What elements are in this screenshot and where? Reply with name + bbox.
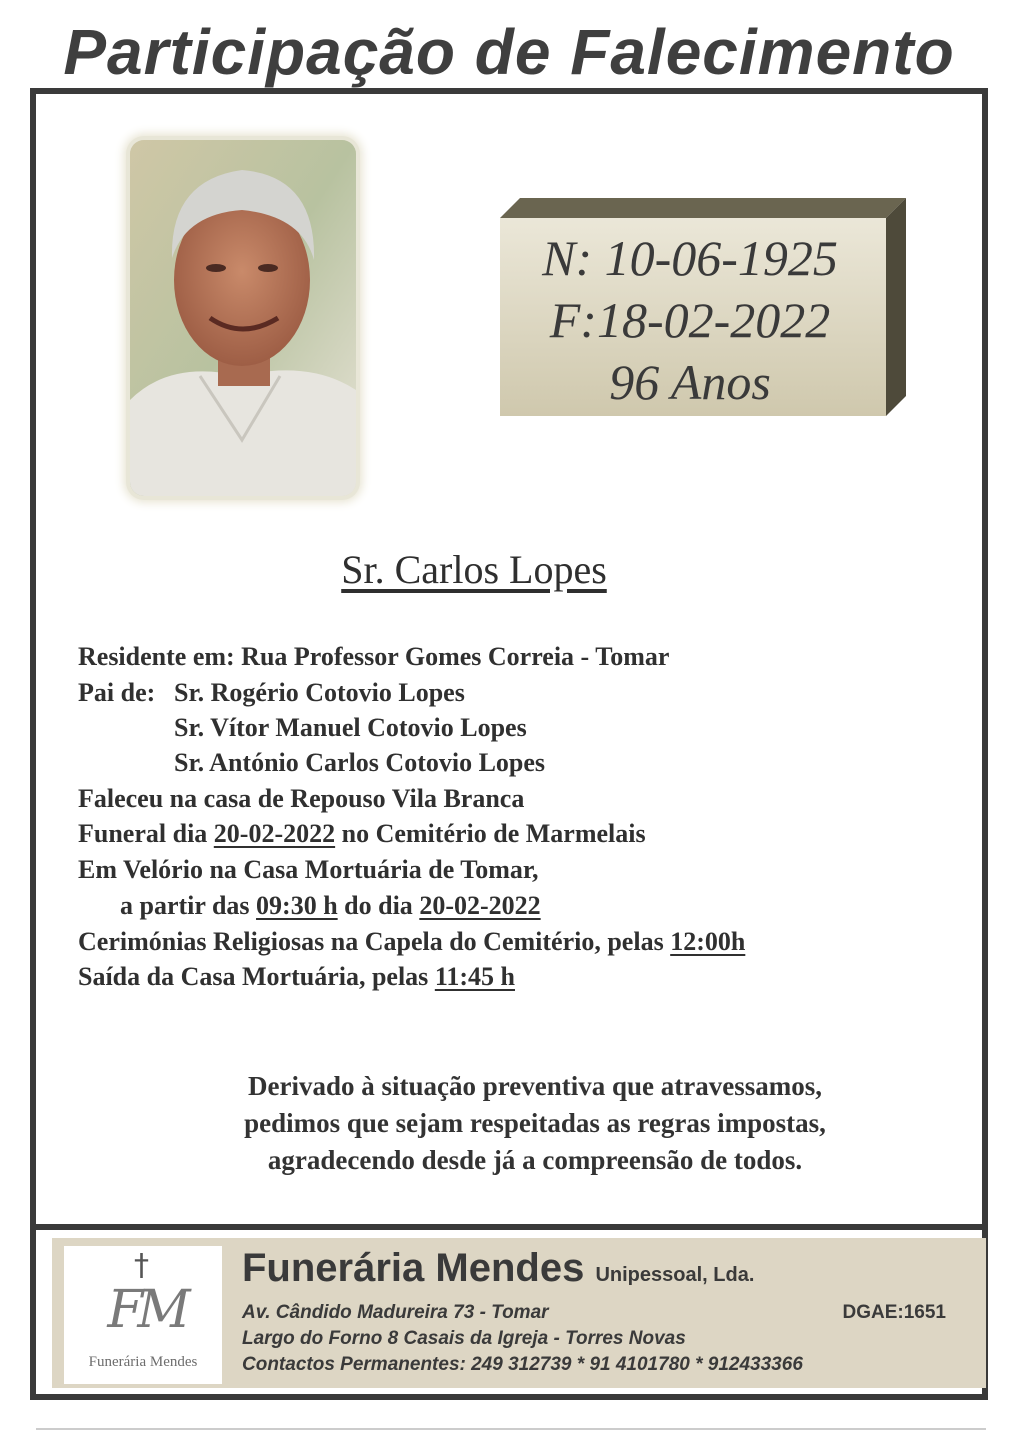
dates-plaque bbox=[500, 196, 908, 418]
wake-date: 20-02-2022 bbox=[419, 891, 541, 920]
page-title: Participação de Falecimento bbox=[63, 16, 955, 88]
logo-monogram: FM bbox=[107, 1280, 185, 1340]
father-of-label: Pai de: bbox=[78, 678, 156, 707]
age: 96 Anos bbox=[609, 354, 771, 410]
deceased-photo bbox=[130, 140, 356, 496]
child-name: Sr. Vítor Manuel Cotovio Lopes bbox=[174, 713, 527, 742]
child-name: Sr. Rogério Cotovio Lopes bbox=[174, 678, 465, 707]
company-suffix: Unipessoal, Lda. bbox=[595, 1264, 755, 1286]
deceased-name: Sr. Carlos Lopes bbox=[341, 547, 607, 592]
contacts-line: Contactos Permanentes: 249 312739 * 91 4101780 * 912433366 bbox=[242, 1354, 803, 1375]
wake-time-line bbox=[120, 889, 541, 923]
residence: Residente em: Rua Professor Gomes Correia - Tomar bbox=[78, 642, 670, 671]
wake-date-prefix: do dia bbox=[344, 891, 413, 920]
notice-line: Derivado à situação preventiva que atravessamos, bbox=[248, 1071, 822, 1101]
funeral-home-logo bbox=[64, 1246, 222, 1384]
funeral-home-banner bbox=[52, 1238, 986, 1388]
death-date: F:18-02-2022 bbox=[549, 292, 831, 348]
notice-line: pedimos que sejam respeitadas as regras impostas, bbox=[244, 1108, 826, 1138]
ceremony-time: 12:00h bbox=[670, 927, 746, 956]
wake-time-prefix: a partir das bbox=[120, 891, 250, 920]
funeral-date: 20-02-2022 bbox=[213, 819, 336, 848]
ceremony-line bbox=[78, 925, 745, 959]
company-name bbox=[242, 1244, 754, 1299]
wake-time: 09:30 h bbox=[256, 891, 338, 920]
departure-time: 11:45 h bbox=[434, 962, 515, 991]
dgae-code: DGAE:1651 bbox=[842, 1302, 946, 1323]
bottom-rule bbox=[36, 1428, 986, 1430]
ceremony-prefix: Cerimónias Religiosas na Capela do Cemitério, pelas bbox=[78, 927, 664, 956]
company-title: Funerária Mendes bbox=[242, 1246, 585, 1290]
wake-line: Em Velório na Casa Mortuária de Tomar, bbox=[78, 855, 539, 884]
address-line: Av. Cândido Madureira 73 - Tomar bbox=[242, 1302, 549, 1323]
notice-line: agradecendo desde já a compreensão de todos. bbox=[267, 1145, 803, 1175]
cross-icon: † bbox=[134, 1248, 149, 1283]
footer-divider bbox=[30, 1224, 988, 1230]
death-place: Faleceu na casa de Repouso Vila Branca bbox=[78, 784, 525, 813]
logo-text: Funerária Mendes bbox=[88, 1354, 198, 1370]
departure-prefix: Saída da Casa Mortuária, pelas bbox=[78, 962, 429, 991]
funeral-prefix: Funeral dia bbox=[78, 819, 208, 848]
funeral-line bbox=[78, 817, 646, 851]
departure-line bbox=[78, 960, 515, 994]
child-name: Sr. António Carlos Cotovio Lopes bbox=[174, 748, 546, 777]
address-line: Largo do Forno 8 Casais da Igreja - Torres Novas bbox=[242, 1328, 686, 1349]
funeral-suffix: no Cemitério de Marmelais bbox=[341, 819, 646, 848]
birth-date: N: 10-06-1925 bbox=[542, 230, 838, 286]
